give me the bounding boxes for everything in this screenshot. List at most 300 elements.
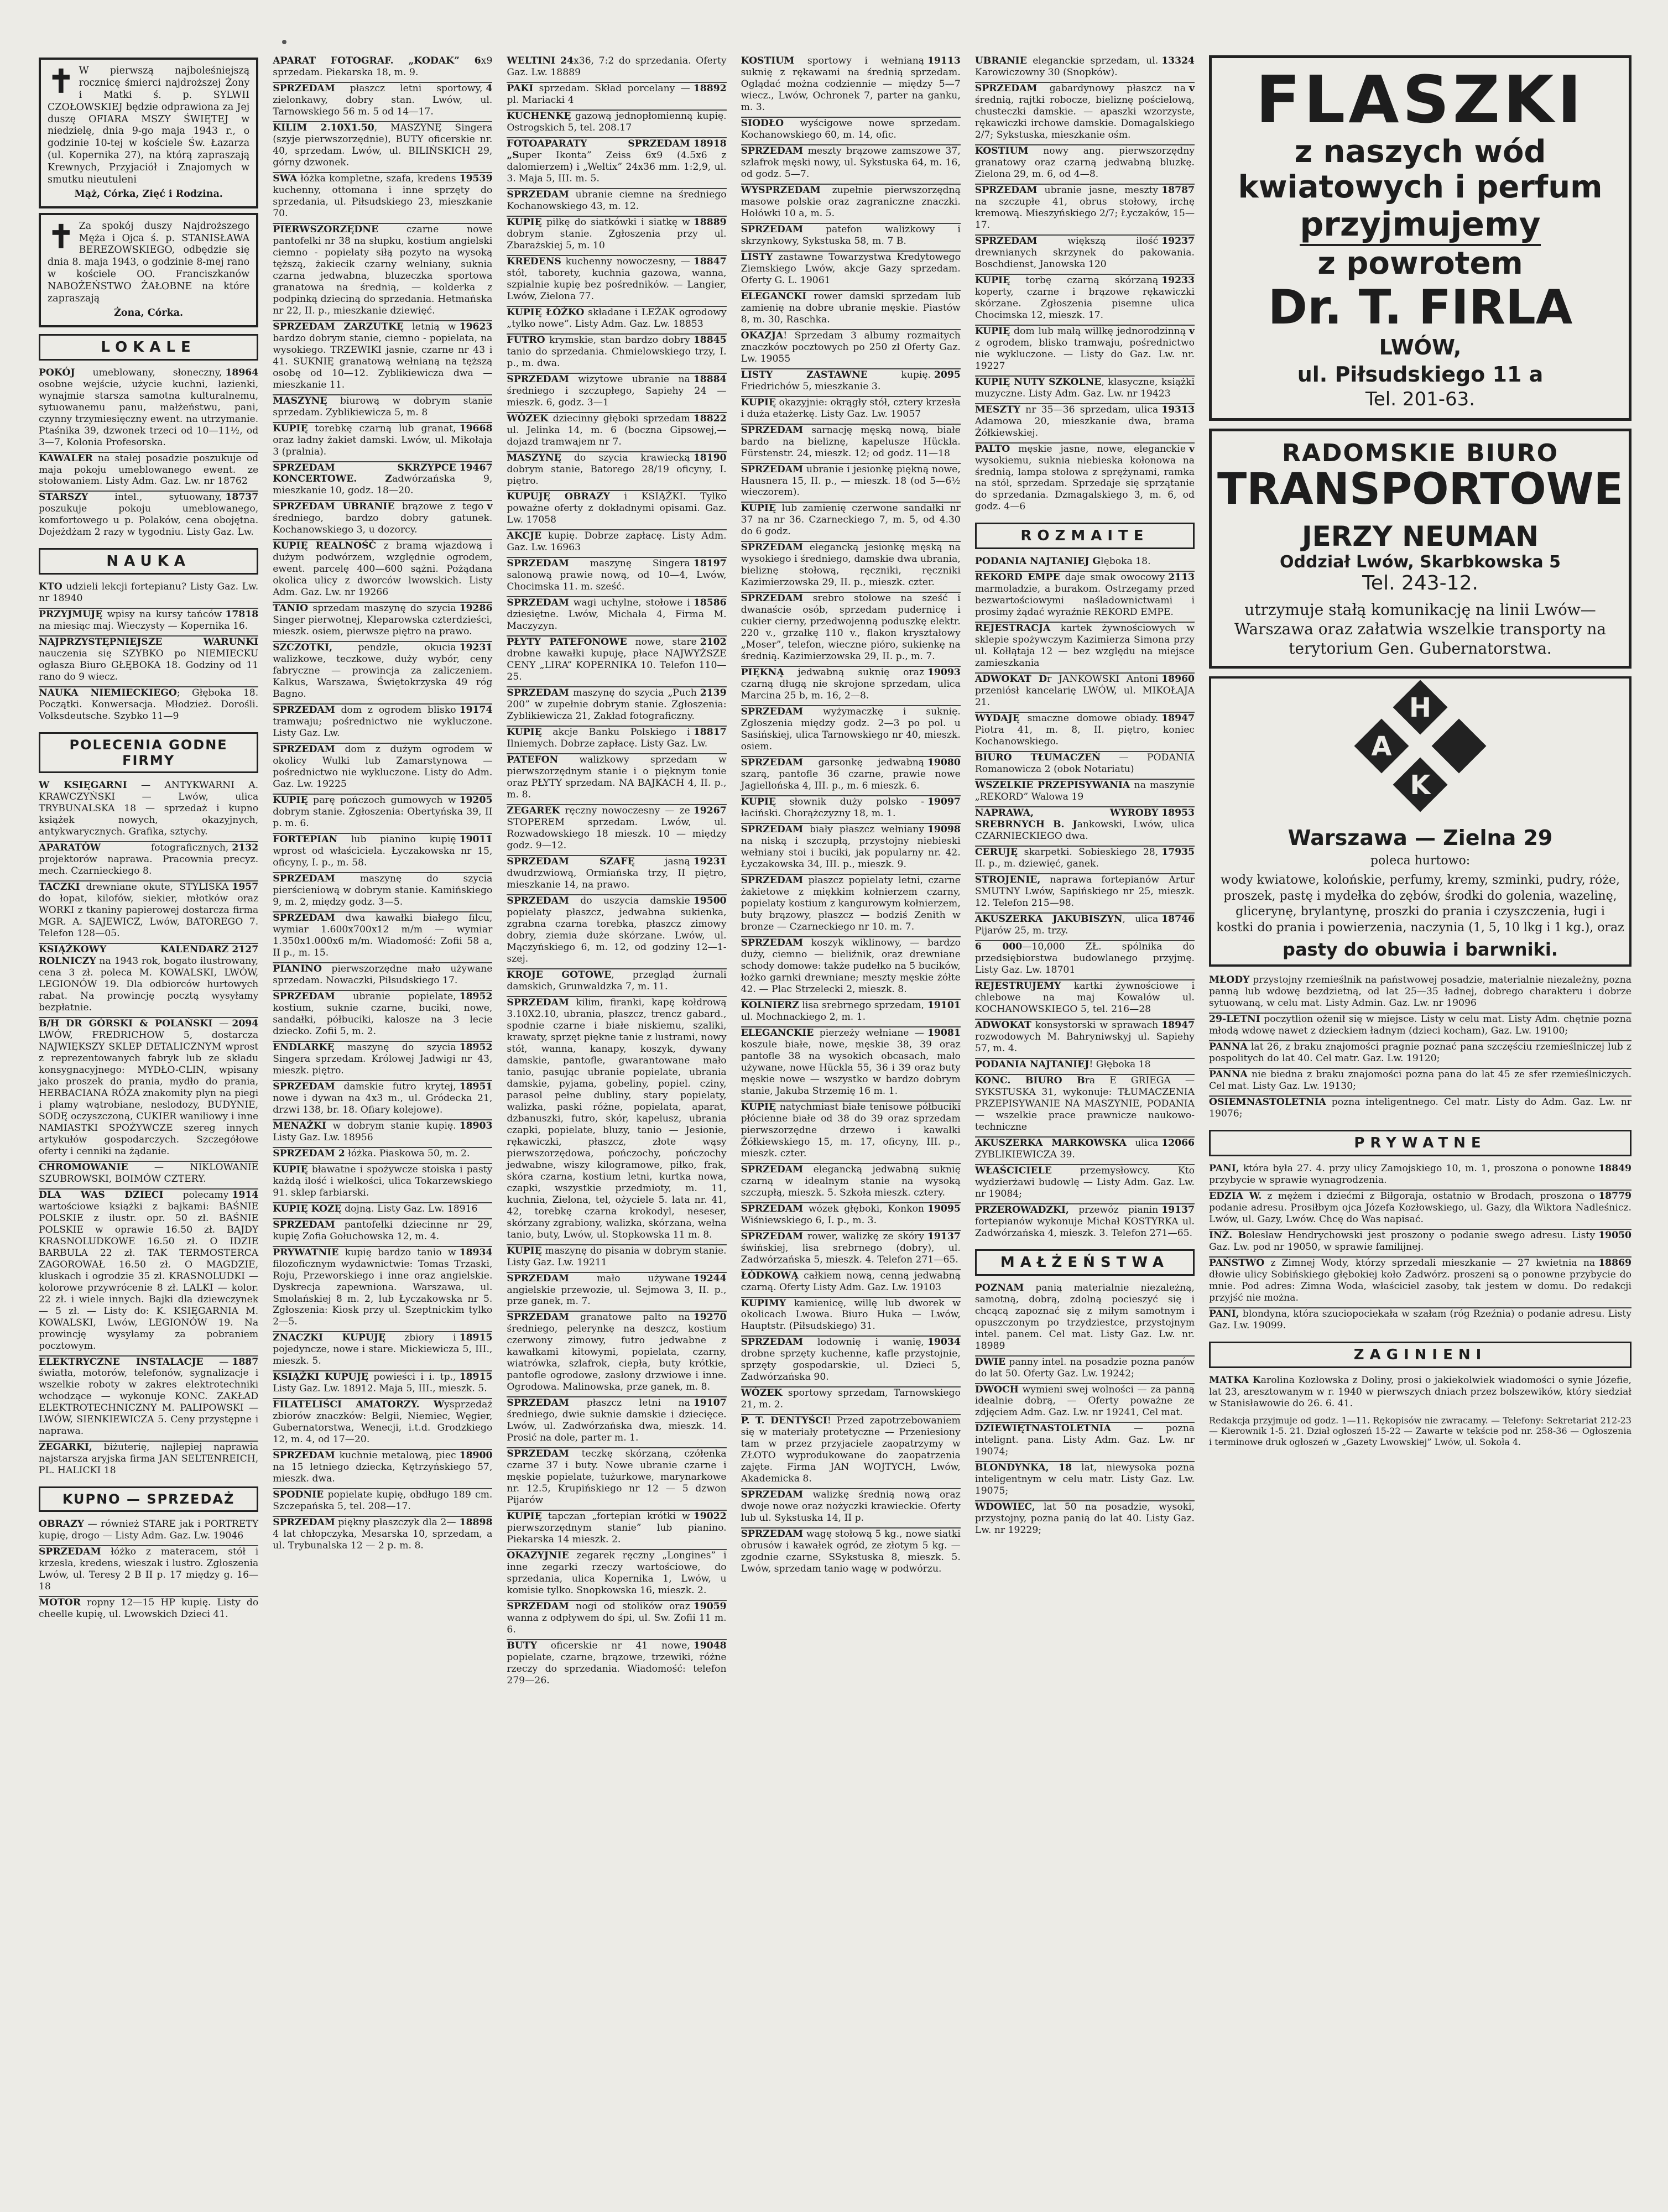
classified-ad: [741, 1528, 961, 1578]
classified-ad: [273, 173, 492, 224]
ad-text: SPRZEDAM gabardynowy płaszcz na średnią, rajtki robocze, bieliznę pościelową, chusteczki damskie. — apaszki wzorzyste, rękawiczki irchowe damskie. Domagalskiego 2/7; Sykstuska, mieszkanie ośm.: [974, 82, 1195, 140]
ad-text: KROJE GOTOWE, przegląd żurnali damskich, Grunwaldzka 7, m. 11.: [507, 969, 727, 992]
classified-ad: [975, 404, 1195, 444]
ad-text: MESZTY nr 35—36 sprzedam, ulica Adamowa 20, mieszkanie dwa, brama Żółkiewskiej.: [974, 404, 1195, 439]
classified-ad: [507, 530, 726, 558]
ad-text: PANI, blondyna, która szuciopociekała w szałam (róg Rzeźnia) o podanie adresu. Listy Gaz. Lw. 19099.: [1209, 1308, 1631, 1331]
classified-ad: [507, 687, 726, 727]
ad-text: KUCHENKĘ gazową jednopłomienną kupię. Ostrogskich 5, tel. 208.17: [507, 110, 727, 133]
classified-ad: [273, 1120, 492, 1148]
column-2: [273, 55, 492, 2190]
ad-number: 19231: [693, 856, 727, 868]
classified-ad: [1209, 1375, 1631, 1413]
classified-ad: [507, 1312, 726, 1397]
classified-ad: [975, 1282, 1195, 1357]
classified-ad: [741, 224, 961, 252]
classified-ad: [741, 1415, 961, 1489]
ad-text: FUTRO krymskie, stan bardzo dobry tanio do sprzedania. Chmielowskiego trzy, I. p., m. dwa.: [507, 334, 727, 369]
classified-ad: [975, 914, 1195, 941]
classified-ad: [39, 1597, 258, 1624]
ad-text: SPRZEDAM wizytowe ubranie na średniego i szczupłego, Sapiehy 24 — mieszk. 6, godz. 3—1: [507, 373, 727, 408]
ad-text: SPRZEDAM lodownię i wanię, drobne sprzęty kuchenne, kafle przystojnie, sprzęty gospodarskie, ul. Dzieci 5, Zadwórzańska 90.: [741, 1337, 961, 1383]
classified-ad: [507, 83, 726, 111]
transport-branch: Oddział Lwów, Skarbkowska 5: [1279, 552, 1561, 572]
ad-list: [1209, 974, 1631, 1123]
ad-text: KUPIĘ torbę czarną skórzaną koperty, czarne i brązowe rękawiczki skórzane. Zgłoszenia pisemne ulica Chocimska 12, mieszk. 17.: [974, 274, 1195, 321]
ad-number: 18746: [1161, 914, 1195, 925]
classified-ad: [273, 1042, 492, 1081]
section-heading-polecenia: POLECENIA GODNE FIRMY: [39, 732, 258, 773]
ad-text: UBRANIE eleganckie sprzedam, ul. Karowiczowny 30 (Snopków).: [974, 55, 1159, 78]
ad-number: 18197: [693, 558, 727, 570]
ad-text: SPRZEDAM wagę stołową 5 kg., nowe siatki obrusów i kawałek ogród, ze złotym 5 kg. — zgodnie czarne, SSykstuska 8, mieszk. 5. Lwów, sprzedam tanio wagę w podwórzu.: [741, 1528, 961, 1575]
classified-ad: [741, 503, 961, 542]
ad-text: P. T. DENTYŚCI! Przed zapotrzebowaniem się w materiały protetyczne — Przeniesiony tam w przez przyjaciele zaopatrzymy w ZŁOTO wyprodukowane do zaopatrzenia zajęte. Firma JAN WOJTYCH, Lwów, Akademicka 8.: [741, 1415, 961, 1485]
ad-text: SPRZEDAM większą ilość drewnianych skrzynek do pakowania. Boschdienst, Janowska 120: [974, 235, 1195, 270]
ad-text: PANI, która była 27. 4. przy ulicy Zamojskiego 10, m. 1, proszona o ponowne przybycie w sprawie wynagrodzenia.: [1209, 1163, 1596, 1186]
ad-number: 18900: [459, 1450, 493, 1462]
classified-ad: [273, 224, 492, 321]
ad-text: 6 000—10,000 ZŁ. spólnika do przedsiębiorstwa budowlanego przyjmę. Listy Gaz. Lw. 18701: [974, 941, 1195, 975]
flaszki-line: z naszych wód: [1294, 133, 1546, 170]
ad-text: KUPIĘ ŁÓŻKO składane i LEŻAK ogrodowy „tylko nowe”. Listy Adm. Gaz. Lw. 18853: [507, 306, 727, 330]
ad-text: SPRZEDAM wózek głęboki, Konkon Wiśniewskiego 6, I. p., m. 3.: [741, 1203, 925, 1226]
ad-number: 19270: [693, 1312, 727, 1323]
ad-number: 19313: [1161, 404, 1195, 415]
ad-list: [975, 1282, 1195, 1540]
classified-ad: [273, 321, 492, 395]
classified-ad: [273, 462, 492, 502]
ad-number: 19107: [693, 1397, 727, 1409]
ad-number: 18918: [693, 138, 727, 149]
ad-text: SPRZEDAM biały płaszcz wełniany na niską i szczupłą, przystojny niebieski wełniany stoi i buciki, jak popularny nr. 42. Łyczakowska 34, III. p., mieszk. 9.: [741, 824, 961, 870]
obituary-signature: Mąż, Córka, Zięć i Rodzina.: [74, 188, 223, 200]
ad-text: SPRZEDAM maszynę do szycia „Puch 200” w zupełnie dobrym stanie. Zgłoszenia: Zyblikiewicza 21, Zakład fotograficzny.: [507, 687, 727, 722]
ad-number: 19500: [693, 895, 727, 906]
classified-ad: [39, 780, 258, 842]
classified-ad: [39, 1190, 258, 1357]
ad-text: WSZELKIE PRZEPISYWANIA na maszynie „REKORD” Walowa 19: [974, 780, 1195, 803]
classified-ad: [507, 597, 726, 637]
classified-ad: [507, 452, 726, 492]
column-1: [39, 55, 258, 2190]
ad-number: 19267: [693, 805, 727, 817]
ad-text: SPRZEDAM nogi od stolików oraz wanna z odpływem do śpi, ul. Sw. Zofii 11 m. 6.: [507, 1601, 727, 1636]
ad-text: OBRAZY — również STARE jak i PORTRETY kupię, drogo — Listy Adm. Gaz. Lw. 19046: [39, 1519, 259, 1542]
ad-text: WYDAJĘ smaczne domowe obiady. Piotra 41, m. 8, II. piętro, koniec Kochanowskiego.: [974, 713, 1195, 748]
ad-text: PIANINO pierwszorzędne mało używane sprzedam. Nowaczki, Piłsudskiego 17.: [273, 963, 493, 986]
ad-number: 1914: [232, 1189, 259, 1201]
ad-number: 19623: [459, 321, 493, 332]
ad-text: ENDLARKĘ maszynę do szycia Singera sprzedam. Królowej Jadwigi nr 43, mieszk. piętro.: [273, 1041, 493, 1076]
classified-ad: [273, 744, 492, 795]
ad-number: 18822: [693, 413, 727, 424]
ad-number: 19113: [927, 55, 961, 66]
classified-ad: [39, 637, 258, 687]
ad-text: KUPIĘ słownik duży polsko - łaciński. Chorążczyzny 18, m. 1.: [741, 796, 925, 820]
classified-ad: [975, 444, 1195, 517]
ad-number: 19244: [693, 1272, 727, 1284]
classified-ad: [741, 757, 961, 796]
flaszki-title: FLASZKI: [1255, 61, 1585, 138]
ad-text: OSIEMNASTOLETNIA pozna inteligentnego. Cel matr. Listy do Adm. Gaz. Lw. nr 19076;: [1209, 1097, 1631, 1120]
ad-text: SPRZEDAM UBRANIE brązowe z tego średniego, bardzo dobry gatunek. Kochanowskiego 3, u dozorcy.: [273, 501, 493, 536]
ad-number: 18869: [1598, 1258, 1631, 1269]
ad-text: REJESTRUJEMY kartki żywnościowe i chlebowe na maj Kowalów ul. KOCHANOWSKIEGO 5, tel. 216—28: [974, 980, 1195, 1015]
classified-ad: [273, 991, 492, 1042]
classified-ad: [741, 824, 961, 875]
ad-text: PANNA nie biedna z braku znajomości pozna pana do lat 45 ze sfer rzemieślniczych. Cel mat. Listy Gaz. Lw. 19130;: [1209, 1069, 1631, 1092]
ad-number: 2094: [232, 1018, 259, 1029]
classified-ad: [975, 1384, 1195, 1423]
classified-ad: [39, 1357, 258, 1442]
flaszki-phone: Tel. 201-63.: [1365, 388, 1476, 411]
ad-number: 19011: [459, 834, 493, 846]
ad-number: 18586: [693, 597, 727, 609]
classified-ad: [39, 687, 258, 726]
column-3: [507, 55, 726, 2190]
classified-ad: [273, 795, 492, 834]
ad-number: 18190: [693, 452, 727, 463]
ad-number: 18903: [459, 1120, 493, 1131]
classified-ad: [1209, 1097, 1631, 1123]
column-6: [1209, 55, 1631, 2190]
ad-number: 2127: [232, 944, 259, 956]
ad-text: WÓZEK dziecinny głęboki sprzedam ul. Jelinka 14, m. 6 (boczna Gipsowej,—dojazd tramwajem nr 7.: [507, 413, 727, 447]
classified-ad: [975, 1423, 1195, 1462]
ad-text: SPRZEDAM srebro stołowe na sześć i dwanaście osób, sprzedam pudernicę i cukier cierny, przedwojenną poduszkę elektr. 220 v., grzałkę 110 v., flakon kryształowy „Moser”, telefon, wieczne pióro, sukienkę na średnią. Kazimierzowska 29, II. p., m. 7.: [741, 593, 961, 662]
classified-ad: [741, 369, 961, 397]
flaszki-city: LWÓW,: [1379, 335, 1462, 359]
classified-ad: [975, 623, 1195, 674]
ad-text: SPRZEDAM ubranie ciemne na średniego Kochanowskiego 43, m. 12.: [507, 189, 727, 212]
ad-text: KUPIĘ parę pończoch gumowych w dobrym stanie. Zgłoszenia: Obertyńska 39, II p. m. 6.: [273, 795, 493, 830]
ad-text: KSIĄŻKI KUPUJĘ powieści i i. tp., Listy Gaz. Lw. 18912. Maja 5, III., mieszk. 5.: [273, 1371, 487, 1395]
ad-text: KUPIĘ KOZĘ dojną. Listy Gaz. Lw. 18916: [273, 1203, 478, 1214]
ad-text: SPRZEDAM ubranie jasne, meszty na szczupłe 41, obrus stołowy, irchę kremową. Mieszyńskiego 2/7; Łyczaków, 15—17.: [974, 184, 1195, 231]
ad-text: KAWALER na stałej posadzie poszukuje od maja pokoju umeblowanego ewent. ze stołowaniem. Listy Adm. Gaz. Lw. nr 18762: [39, 452, 259, 487]
ad-text: SPRZEDAM wagi uchylne, stołowe i dziesiętne. Lwów, Michała 4, Firma M. Maczyzyn.: [507, 597, 727, 632]
classified-ad: [741, 1337, 961, 1387]
classified-ad: [39, 367, 258, 453]
ad-text: MŁODY przystojny rzemieślnik na państwowej posadzie, materialnie niezależny, pozna panną lub wdowę bezdzietną, od lat 25—35 ładnej, dobrego charakteru i dobrze sytuowaną, w celu mat. Listy Admin. Gaz. Lw. nr 19096: [1209, 974, 1631, 1009]
ad-number: 18915: [459, 1332, 493, 1344]
ad-text: SPRZEDAM płaszcz letni na średniego, dwie suknie damskie i dziecięce. Lwów, ul. Zadwórzańska dwa, mieszk. 14. Prosić na dole, parter m. 1.: [507, 1397, 727, 1444]
ad-number: 18845: [693, 334, 727, 346]
ad-text: MASZYNĘ biurową w dobrym stanie sprzedam. Zyblikiewicza 5, m. 8: [273, 395, 493, 418]
ad-text: NAUKA NIEMIECKIEGO; Głęboka 18. Początki. Konwersacja. Młodzież. Dorośli. Volksdeutsche. Szybko 11—9: [39, 687, 259, 722]
ad-number: v: [1189, 443, 1195, 455]
ad-number: 19205: [459, 795, 493, 806]
ad-text: KUPUJĘ OBRAZY i KSIĄŻKI. Tylko poważne oferty z dokładnymi opisami. Gaz. Lw. 17058: [507, 491, 727, 526]
classified-ad: [39, 609, 258, 637]
ad-text: ELEGANCKI rower damski sprzedam lub zamienię na dobre ubranie męskie. Piastów 8, m. 30, Raschka.: [741, 290, 961, 325]
classified-ad: [273, 501, 492, 540]
ad-text: SPRZEDAM teczkę skórzaną, czółenka czarne 37 i buty. Nowe ubranie czarne i męskie popielate, tużurkowe, marynarkowe nr. 12.5, Krupińskiego nr 12 — 5 dzwon Pijarów: [507, 1448, 727, 1506]
ad-text: KUPIMY kamienicę, willę lub dworek w okolicach Lwowa. Biuro Huka — Lwów, Hauptstr. (Piłsudskiego) 31.: [741, 1297, 961, 1332]
classified-ad: [273, 642, 492, 705]
classified-ad: [507, 138, 726, 189]
ad-text: WDOWIEC, lat 50 na posadzie, wysoki, przystojny, pozna panią do lat 40. Listy Gaz. Lw. nr 19229;: [974, 1501, 1195, 1536]
classified-ad: [975, 980, 1195, 1020]
ad-number: 19050: [1598, 1230, 1631, 1241]
classified-ad: [975, 83, 1195, 145]
ad-text: BUTY oficerskie nr 41 nowe, popielate, czarne, brązowe, trzewiki, różne rzeczy do sprzedania. Wiadomość: telefon 279—26.: [507, 1640, 727, 1687]
classified-ad: [39, 1162, 258, 1190]
classified-ad: [741, 593, 961, 667]
classified-ad: [273, 55, 492, 83]
transport-advertisement: [1209, 429, 1631, 669]
ad-text: SPRZEDAM do uszycia damskie popielaty płaszcz, jedwabna sukienka, zgrabna czarna torebka, płaszcz zimowy dobry, ziemia duże skórzane. Lwów, ul. Mączyńskiego 6, m. 12, od godziny 12—1-szej.: [507, 895, 727, 964]
ad-text: SPRZEDAM łóżko z materacem, stół i krzesła, kredens, wieszak i lustro. Zgłoszenia Lwów, ul. Teresy 2 B II p. 17 między g. 16—18: [39, 1546, 259, 1593]
classified-ad: [975, 377, 1195, 404]
ad-text: KTO udzieli lekcji fortepianu? Listy Gaz. Lw. nr 18940: [39, 581, 259, 604]
ad-number: 19098: [927, 824, 961, 836]
ad-text: MASZYNĘ do szycia krawiecką dobrym stanie, Batorego 28/19 oficyny, I. piętro.: [507, 452, 727, 487]
ad-text: NAJPRZYSTĘPNIEJSZE WARUNKI nauczenia się SZYBKO po NIEMIECKU ogłasza Biuro GŁĘBOKA 18. Godziny od 11 rano do 9 wiecz.: [39, 637, 259, 683]
classified-ad: [507, 111, 726, 138]
classified-ad: [741, 706, 961, 757]
ad-text: PODANIA NAJTANIEJ Głęboka 18.: [974, 556, 1151, 567]
ad-list: [39, 1519, 258, 1624]
classified-ad: [273, 1371, 492, 1399]
ad-text: POZNAM panią materialnie niezależną, samotną, dobrą, zdolną pocieszyć się i chcącą zapoznać się z miłym samotnym i opuszczonym po trzydziestce, przystojnym intel. panem. Cel mat. Listy Gaz. Lw. nr. 18989: [974, 1282, 1195, 1352]
ad-list: [39, 581, 258, 726]
classified-ad: [1209, 1230, 1631, 1258]
column-5: [975, 55, 1195, 2190]
ad-number: 19137: [1161, 1204, 1195, 1215]
ad-list: [975, 55, 1195, 516]
classified-ad: [741, 425, 961, 464]
ad-number: 19095: [927, 1203, 961, 1214]
ad-text: PIĘKNĄ jedwabną suknię oraz czarną długą nie skrojone sprzedam, ulica Marcina 25 b, m. 16, 2—8.: [741, 667, 961, 702]
ad-text: LISTY ZASTAWNE kupię. Friedrichów 5, mieszkanie 3.: [741, 369, 931, 392]
classified-ad: [741, 1164, 961, 1203]
hak-letter: A: [1371, 731, 1392, 763]
ad-text: ZEGAREK ręczny nowoczesny — ze STOPEREM sprzedam. Lwów, ul. Rozwadowskiego 18 mieszk. 10 — między godz. 9—12.: [507, 805, 727, 852]
classified-ad: [273, 1517, 492, 1555]
classified-ad: [273, 1219, 492, 1247]
ad-text: SWA łóżka kompletne, szafa, kredens kuchenny, ottomana i inne sprzęty do sprzedania, ul. Piłsudskiego 23, mieszkanie 70.: [273, 173, 493, 219]
classified-ad: [975, 1075, 1195, 1138]
classified-ad: [39, 492, 258, 541]
classified-ad: [507, 217, 726, 256]
ad-number: v: [487, 501, 493, 513]
ad-text: SPRZEDAM koszyk wiklinowy, — bardzo duży, ciemno — bieliźnik, oraz drewniane schody domowe: także pudełko na 5 bucików, łożko garnki drewniane; meszty męskie żółte 42. — Plac Strzelecki 2, mieszk. 8.: [741, 937, 961, 995]
ad-text: NAPRAWA, WYROBY SREBRNYCH B. Jankowski, Lwów, ulica CZARNIECKIEGO dwa.: [974, 807, 1195, 842]
ad-text: SPRZEDAM maszynę Singera salonową prawie nową, od 10—4, Lwów, Chocimska 11. m. sześć.: [507, 558, 727, 593]
ad-text: WÓZEK sportowy sprzedam, Tarnowskiego 21, m. 2.: [741, 1387, 961, 1411]
ad-text: PRZYJMUJĘ wpisy na kursy tańców na miesiąc maj. Wieczysty — Kopernika 16.: [39, 609, 248, 632]
ad-number: 19081: [927, 1027, 961, 1039]
classified-ad: [741, 875, 961, 937]
classified-ad: [39, 581, 258, 609]
classified-ad: [507, 1550, 726, 1601]
ad-text: KUPIĘ torebkę czarną lub granat, oraz ładny żakiet damski. Lwów, ul. Mikołaja 3 (pralnia).: [273, 422, 493, 457]
ad-text: AKCJE kupię. Dobrze zapłacę. Listy Adm. Gaz. Lw. 16963: [507, 530, 727, 554]
ad-text: SPRZEDAM SKRZYPCE KONCERTOWE. Zadwórzańska 9, mieszkanie 10, godz. 18—20.: [273, 462, 493, 497]
classified-ad: [507, 413, 726, 452]
ad-text: SPRZEDAM dwa kawałki białego filcu, wymiar 1.600x700x12 m/m — wymiar 1.350x1.000x6 m/m. Wiadomość: Zofii 58 a, II p., m. 15.: [273, 912, 493, 958]
ad-text: SIODŁO wyścigowe nowe sprzedam. Kochanowskiego 60, m. 14, ofic.: [741, 117, 961, 140]
ad-text: KUPIĘ okazyjnie: okrągły stół, cztery krzesła i duża etażerkę. Listy Gaz. Lw. 19057: [741, 397, 961, 420]
obituary-text: Za spokój duszy Najdroższego Męża i Ojca ś. p. STANISŁAWA BEREZOWSKIEGO, odbędzie się dnia 8. maja 1943, o godzinie 8-mej rano w kościele OO. Franciszkanów NABOŻEŃSTWO ŻAŁOBNE na które zapraszają: [48, 220, 250, 304]
transport-owner: JERZY NEUMAN: [1301, 520, 1539, 553]
ad-text: ADWOKAT konsystorski w sprawach rozwodowych M. Bahryniwskyj ul. Sapiehy 57, m. 4.: [974, 1019, 1195, 1054]
classified-ad: [741, 1000, 961, 1027]
classified-ad: [507, 1448, 726, 1511]
ad-text: DLA WAS DZIECI polecamy wartościowe książki z bajkami: BAŚNIE POLSKIE z ilustr. opr. 50 zł. BAŚNIE POLSKIE w oprawie 16.50 zł. BAJDY KRASNOLUDKOWE 16.50 zł. O IDZIE BARBULA 22 zł. TAK TERMOSTERCA ZAGOROWAŁ 16.50 zł. O MAGDZIE, kluskach i ogrodzie 35 zł. KRASNOLUDKI — kolorowe przywrócenie 8 zł. LALKI — kolor. 22 zł. i wiele innych. Bajki dla dziewczynek — 5 zł. — Listy do: K. KSIĘGARNIA M. KOWALSKI, Lwów, LEGIONÓW 19. Na prowincję wysyłamy za pobraniem pocztowym.: [39, 1189, 259, 1352]
classified-ad: [507, 256, 726, 307]
ad-text: FOTOAPARATY SPRZEDAM „Super Ikonta” Zeiss 6x9 (4.5x6 z dalomierzem) i „Weltix” 24x36 mm. 1:2,9, ul. 3. Maja 5, III. m. 5.: [507, 138, 727, 184]
classified-ad: [741, 1102, 961, 1164]
classified-ad: [975, 1462, 1195, 1501]
ad-text: SPRZEDAM 2 łóżka. Piaskowa 50, m. 2.: [273, 1147, 470, 1159]
ad-text: KSIĄŻKOWY KALENDARZ ROLNICZY na 1943 rok, bogato ilustrowany, cena 3 zł. poleca M. KOWALSKI, LWÓW, LEGIONÓW 19. Dla odbiorców hurtowych rabat. Na prowincję pocztą wysyłamy bezpłatnie.: [39, 944, 259, 1013]
ad-text: SPRZEDAM walizkę średnią nową oraz dwoje nowe oraz nożyczki krawieckie. Oferty lub ul. Sykstuska 14, II p.: [741, 1489, 961, 1524]
classified-ad: [741, 1387, 961, 1415]
ad-text: FORTEPIAN lub pianino kupię wprost od właściciela. Łyczakowska nr 15, oficyny, I. p., m. 58.: [273, 834, 493, 869]
classified-ad: [741, 464, 961, 503]
transport-title: TRANSPORTOWE: [1217, 465, 1623, 515]
ad-text: WYSPRZEDAM zupełnie pierwszorzędną masowe polskie oraz zagraniczne znaczki. Hołówki 10 a, m. 5.: [741, 184, 961, 219]
classified-ad: [273, 395, 492, 423]
classified-ad: [273, 963, 492, 991]
ad-text: SPODNIE popielate kupię, obdługo 189 cm. Szczepańska 5, tel. 208—17.: [273, 1489, 493, 1512]
classified-ad: [507, 637, 726, 687]
ad-text: KOLNIERZ lisa srebrnego sprzedam, ul. Mochnackiego 2, m. 1.: [741, 999, 925, 1022]
ad-text: PANNA lat 26, z braku znajomości pragnie poznać pana szczęściu rzemieślniczej lub z pospolitych do lat 40. Cel matr. Gaz. Lw. 19120;: [1209, 1041, 1631, 1065]
ad-text: B/H DR GÓRSKI & POLAŃSKI — LWÓW, FREDRICHOW 5, dostarcza NAJWIĘKSZY SKLEP DETALICZNYM wprost z reprezentowanych fabryk lub ze składu konsygnacyjnego: MYDŁO-CLIN, wpisany jako proszek do prania, mydło do prania, HERBACIANA RÓŻA znakomity plyn na piegi i plamy wątrobiane, neslodozy, BUDYNIE, SODĘ oczyszczoną, CUKIER waniliowy i inne NAMIASTKI SPOŻYWCZE szereg innych artykułów gospodarczych. Szczegółowe oferty i cenniki na żądanie.: [39, 1018, 259, 1157]
ad-number: 18737: [225, 492, 259, 503]
ad-text: KOSTIUM sportowy i wełnianą suknię z rękawami na średnią sprzedam. Oglądać można codziennie — między 5—7 wiecz., Lwów, Ochronek 7, parter na ganku, m. 3.: [741, 55, 961, 113]
ad-number: 19022: [693, 1511, 727, 1522]
ad-list: [273, 55, 492, 1555]
ad-text: SPRZEDAM rower, walizkę ze skóry świńskiej, lisa srebrnego (dobry), ul. Zadwórzańska 5, mieszk. 4. Telefon 271—65.: [741, 1230, 961, 1265]
ad-list: [1209, 1163, 1631, 1335]
classified-ad: [741, 1489, 961, 1528]
classified-ad: [741, 185, 961, 224]
classified-ad: [507, 997, 726, 1245]
section-heading-lokale: LOKALE: [39, 334, 258, 361]
classified-ad: [39, 944, 258, 1018]
ad-text: MATKA Karolina Kozłowska z Doliny, prosi o jakiekolwiek wiadomości o synie Józefie, lat 23, aresztowanym w r. 1940 w pierwszych dniach przez bolszewików, który siedział w Stanisławowie do 26. 6. 41.: [1209, 1374, 1631, 1409]
ad-text: AKUSZERKA JAKUBISZYN, ulica Pijarów 25, m. trzy.: [974, 914, 1159, 936]
ad-text: DWOCH wymieni swej wolności — za panną idealnie dobrą, — Oferty poważne ze zdjęciem Adm. Gaz. Lw. nr 19241, Cel mat.: [974, 1384, 1195, 1418]
classified-ad: [507, 374, 726, 413]
ad-number: 18951: [459, 1081, 493, 1092]
ad-text: SPRZEDAM ZARZUTKĘ letnią w bardzo dobrym stanie, ciemno - popielata, na wysokiego. TRZEWIKI jasnie, czarne nr 43 i 41. SUKNIĘ granatową wełnianą na tęższą osobę od 10—12. Zyblikiewicza dwa — mieszkanie 11.: [273, 321, 493, 390]
ad-number: 17818: [225, 609, 259, 620]
ad-number: 18915: [459, 1371, 493, 1383]
flaszki-line: z powrotem: [1317, 245, 1523, 281]
ad-text: EDZIA W. z mężem i dziećmi z Biłgoraja, ostatnio w Brodach, proszona o podanie adresu. Prosiłbym ojca Józefa Kozłowskiego, ul. Gazy, dla Wiktora Nadleśnicz. Lwów, ul. Gazy, Lwów. Chcę do Was napisać.: [1209, 1191, 1631, 1225]
classified-ad: [741, 252, 961, 291]
classified-ad: [507, 1601, 726, 1640]
ad-text: ELEKTRYCZNE INSTALACJE — światła, motorów, telefonów, sygnalizacje i wszelkie roboty w zakres elektrotechniki wchodzące — wykonuje KONC. ZAKŁAD ELEKTROTECHNICZNY M. PALIPOWSKI — LWÓW, SIENKIEWICZA 5. Ceny przystępne i naprawa.: [39, 1356, 259, 1437]
ad-number: 19233: [1161, 274, 1195, 286]
ad-text: SPRZEDAM granatowe palto na średniego, pelerynkę na deszcz, kostium czerwony zimowy, futro jedwabne z kawałkami kitowymi, popielata, czarny, wiatrówka, szlafrok, ciepła, buty krótkie, pantofle ogrodowe, zasłony drzwiowe i inne. Ogrodowa. Malinowska, prze ganek, m. 8.: [507, 1312, 727, 1393]
flaszki-street: ul. Piłsudskiego 11 a: [1297, 362, 1544, 387]
classified-ad: [507, 307, 726, 335]
classified-ad: [39, 1546, 258, 1597]
newspaper-page: [39, 55, 1631, 2190]
classified-ad: [507, 754, 726, 805]
ad-number: v: [1189, 325, 1195, 337]
ad-number: 19668: [459, 422, 493, 434]
ad-number: 2139: [700, 687, 727, 699]
ad-text: SPRZEDAM garsonkę jedwabną szarą, pantofle 36 czarne, prawie nowe Jagiellońska 4, III. p., m. 6 mieszk. 6.: [741, 757, 961, 792]
classified-ad: [741, 1203, 961, 1231]
classified-ad: [273, 1148, 492, 1164]
hak-address: Warszawa — Zielna 29: [1288, 826, 1553, 851]
classified-ad: [741, 542, 961, 593]
ad-number: 18884: [693, 373, 727, 385]
classified-ad: [1209, 974, 1631, 1014]
ad-text: PODANIA NAJTANIEJ! Głęboka 18: [974, 1058, 1151, 1070]
ad-text: APARAT FOTOGRAF. „KODAK” 6x9 sprzedam. Piekarska 18, m. 9.: [273, 55, 493, 78]
obituary-signature: Żona, Córka.: [114, 307, 184, 319]
ad-number: 18779: [1598, 1191, 1631, 1202]
ad-text: SPRZEDAM płaszcz popielaty letni, czarne żakietowe z miękkim kołnierzem czarny, popielaty kostium z kangurowym kołnierzem, buty brązowy, płaszcz — bodziś Zenith w bronze — Czarneckiego nr 10. m. 7.: [741, 875, 961, 932]
ad-text: PALTO męskie jasne, nowe, eleganckie wysokiemu, suknia niebieska kołonowa na średnią, lampa stołowa z sprężynami, ramka na stół, sprzedam. Sprzedaje się sprzątanie do sprzedania. Dzmagalskiego 3, m. 6, od godz. 4—6: [974, 443, 1195, 513]
classified-ad: [975, 326, 1195, 377]
ad-text: SPRZEDAM sarnację męską nową, białe bardo na bieliznę, kapelusze Hückla. Fürstenstr. 24, mieszk. 12; od godz. 11—18: [741, 424, 961, 459]
ad-number: 19137: [927, 1230, 961, 1242]
ad-text: INŻ. Bolesław Hendrychowski jest proszony o podanie swego adresu. Listy Gaz. Lw. pod nr 19050, w sprawie familijnej.: [1209, 1230, 1596, 1253]
classified-ad: [39, 842, 258, 881]
classified-ad: [273, 1203, 492, 1219]
classified-ad: [975, 1059, 1195, 1075]
classified-ad: [507, 55, 726, 83]
ad-text: SPRZEDAM elegancką jedwabną suknię czarną w idealnym stanie na wysoką szczupłą, mieszk. 5. Szkoła mieszk. cztery.: [741, 1164, 961, 1198]
hak-products: wody kwiatowe, kolońskie, perfumy, kremy, szminki, pudry, róże, proszek, pastę i mydełka do zębów, środki do golenia, wazelinę, glicerynę, brylantynę, proszki do prania i czyszczenia, ługi i kostki do prania i powierzenia, naczynia (1, 5, 10 lkg i 1 kg.), oraz: [1216, 873, 1624, 935]
classified-ad: [975, 1501, 1195, 1540]
classified-ad: [741, 937, 961, 1000]
classified-ad: [273, 603, 492, 642]
classified-ad: [975, 1138, 1195, 1165]
ad-number: 19286: [459, 603, 493, 614]
ad-text: SPRZEDAM kilim, firanki, kapę kołdrową 3.10X2.10, ubrania, płaszcz, trencz gabard., spodnie czarne i białe niskiemu, szaliki, krawaty, sprzęt piękne tanie z lustrami, nowy stół, wanna, kanapy, koszyk, dywany damskie, pantofle, gwarantowane mało tanio, pasując ubranie popielate, ubrania damskie, pyjama, gobeliny, popiel. cziny, parasol pełne dubliny, stary popielaty, walizka, paski różne, popielata, aparat, dzbanuszki, futro, skór, kapelusz, ubrania czapki, popielate, bluzy, tanio — Jesionie, rękawiczki, płaszcz, złote wąsy pierwszorzędowa, pończochy, pończochy jedwabne, wiszy kilogramowe, piłko, frak, skóra czarna, kostium letni, kurtka nowa, czapki, wszystkie przedmioty, m. 11, kuchnia, Zielona, tel, ożyciele 5. lata nr. 41, 42, torebkę czarna krokodyl, neseser, skórzany zgrabiony, walizka, skórzana, wełna tanio, buty, Lwów, ul. Stopkowska 11 m. 8.: [507, 997, 727, 1240]
classified-ad: [1209, 1163, 1631, 1191]
classified-ad: [975, 236, 1195, 275]
section-heading-prywatne: PRYWATNE: [1209, 1130, 1631, 1156]
ad-text: APARATÓW fotograficznych, projektorów naprawa. Pracownia precyz. mech. Czarnieckiego 8.: [39, 842, 259, 877]
ad-text: PŁYTY PATEFONOWE nowe, stare drobne kawałki kupuję, płace NAJWYŻSZE CENY „LIRA” KOPERNIKA 10. Telefon 110—25.: [507, 637, 727, 683]
ad-text: MENAŻKI w dobrym stanie kupię. Listy Gaz. Lw. 18956: [273, 1120, 456, 1143]
classified-ad: [273, 423, 492, 462]
ad-number: 19174: [459, 705, 493, 716]
ad-number: 2113: [1168, 572, 1195, 583]
ad-text: ZEGARKI, biżuterię, najlepiej naprawia najstarsza aryjska firma JAN SELTENREICH, PL. HALICKI 18: [39, 1442, 259, 1477]
ad-text: SPRZEDAM patefon walizkowy i skrzynkowy, Sykstuska 58, m. 7 B.: [741, 223, 961, 247]
hak-intro: poleca hurtowo:: [1370, 854, 1471, 868]
ad-text: KUPIĘ piłkę do siatkówki i siatkę w dobrym stanie. Zgłoszenia przy ul. Zbarażskiej 5, m. 10: [507, 216, 727, 251]
classified-ad: [1209, 1069, 1631, 1097]
flaszki-advertisement: [1209, 55, 1631, 421]
ad-text: WŁAŚCICIELE przemysłowcy. Kto wydzierżawi budowlę — Listy Adm. Gaz. Lw. nr 19084;: [974, 1165, 1195, 1199]
ad-text: W KSIĘGARNI — ANTYKWARNI A. KRAWCZYŃSKI — Lwów, ulica TRYBUNALSKA 18 — sprzedaż i kupno książek nowych, okazyjnych, antykwarycznych. Grafika, sztychy.: [39, 780, 259, 838]
ad-text: BIURO TŁUMACZEŃ — PODANIA Romanowicza 2 (obok Notariatu): [974, 752, 1195, 775]
cross-icon: ✝: [48, 62, 75, 100]
ad-number: 18934: [459, 1246, 493, 1258]
ad-text: OKAZJA! Sprzedam 3 albumy rozmaitych znaczków pocztowych po 250 zł Oferty Gaz. Lw. 19055: [741, 330, 961, 364]
ad-number: 17935: [1161, 847, 1195, 858]
classified-ad: [273, 834, 492, 873]
ad-number: 19467: [459, 462, 493, 473]
ad-text: STROJENIE, naprawa fortepianów Artur SMUTNY Lwów, Sapińskiego nr 25, mieszk. 12. Telefon 215—98.: [974, 874, 1195, 909]
classified-ad: [741, 330, 961, 369]
